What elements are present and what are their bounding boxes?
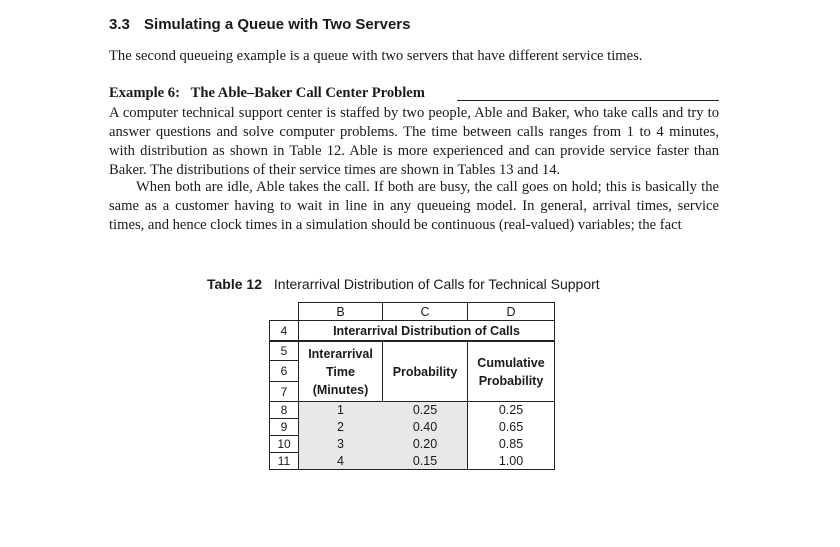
header-interarrival-line: Interarrival	[308, 346, 373, 361]
cell-time: 2	[337, 420, 344, 434]
row-number: 6	[280, 364, 288, 378]
cell-time: 3	[337, 437, 344, 451]
cell-probability: 0.40	[412, 420, 438, 434]
cell-probability: 0.25	[412, 403, 438, 417]
row-number: 7	[280, 384, 288, 399]
intro-paragraph: The second queueing example is a queue with two servers that have different service times.	[109, 48, 643, 64]
heading-rule	[457, 100, 719, 101]
cell-cumulative: 1.00	[498, 454, 524, 468]
header-cumulative-line: Probability	[478, 373, 544, 388]
row-number: 5	[280, 344, 288, 358]
cell-cumulative: 0.25	[498, 403, 524, 417]
table-caption	[207, 276, 600, 292]
example-paragraph-1: A computer technical support center is staffed by two people, Able and Baker, who take calls and try to answer questions and solve computer problems. The time between calls ranges from 1 to 4 minutes, with distribution as shown in Table 12. Able is more experienced and can provide service faster than Baker. The distributions of their service times are shown in Tables 13 and 14.	[109, 105, 719, 178]
header-interarrival	[299, 342, 382, 401]
cell-time: 1	[337, 403, 344, 417]
cell-cumulative: 0.65	[498, 420, 524, 434]
section-title: Simulating a Queue with Two Servers	[144, 16, 411, 33]
column-letter: B	[336, 304, 345, 319]
cell-time: 4	[337, 454, 344, 468]
example-paragraph-2: When both are idle, Able takes the call. If both are busy, the call goes on hold; this is basically the same as a customer having to wait in line in any queueing model. In general, arrival times, service times, and hence clock times in a simulation should be continuous (real-valued) variables; the fact	[109, 179, 719, 233]
row-number: 8	[280, 403, 288, 417]
row-number: 11	[277, 454, 291, 468]
cell-probability: 0.15	[412, 454, 438, 468]
spreadsheet-table	[269, 302, 555, 470]
example-title: The Able–Baker Call Center Problem	[190, 85, 425, 101]
table-label: Table 12	[207, 276, 262, 292]
header-interarrival-line: (Minutes)	[312, 382, 369, 397]
column-letter: D	[506, 304, 516, 319]
column-letter: C	[420, 304, 430, 319]
header-probability: Probability	[392, 364, 458, 379]
table-merged-title: Interarrival Distribution of Calls	[333, 323, 520, 338]
example-heading	[109, 85, 719, 105]
row-number: 4	[280, 323, 288, 338]
header-cumulative-line: Cumulative	[477, 355, 545, 370]
cell-cumulative: 0.85	[498, 437, 524, 451]
cell-probability: 0.20	[412, 437, 438, 451]
grid-line	[554, 302, 555, 470]
table-caption-text: Interarrival Distribution of Calls for Technical Support	[273, 276, 600, 292]
header-interarrival-line: Time	[326, 364, 355, 379]
row-number: 9	[280, 420, 288, 434]
header-cumulative	[468, 342, 554, 401]
section-number: 3.3	[109, 16, 130, 33]
section-heading	[109, 16, 410, 33]
example-label: Example 6:	[109, 85, 180, 101]
row-number: 10	[277, 437, 291, 451]
grid-line	[269, 469, 555, 470]
